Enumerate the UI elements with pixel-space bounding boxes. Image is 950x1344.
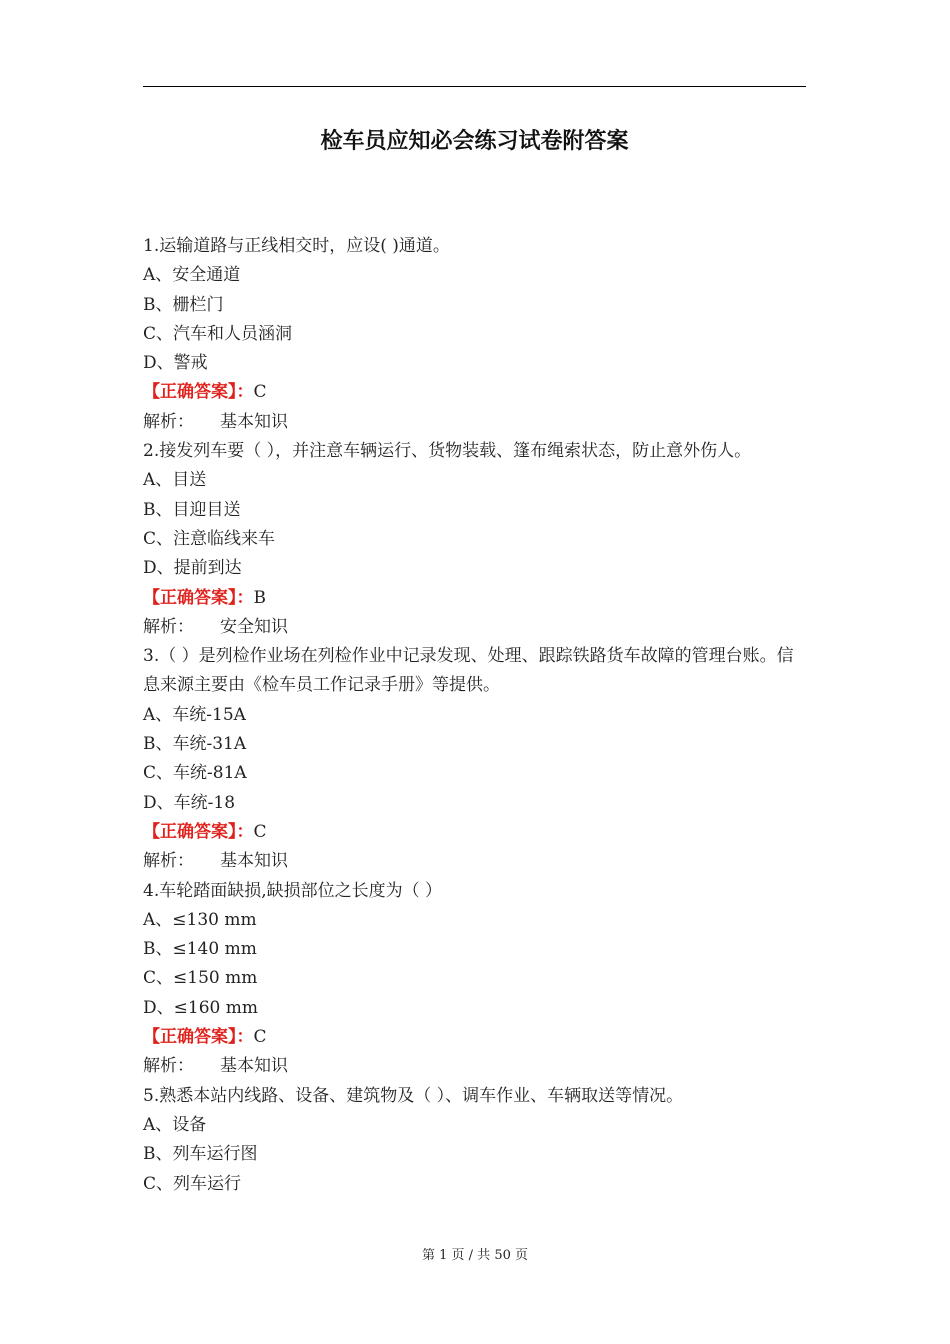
header-rule — [143, 86, 806, 87]
answer-label: 【正确答案】： — [143, 1027, 254, 1048]
analysis-line — [143, 613, 806, 642]
analysis-label: 解析： — [143, 616, 194, 637]
answer-label: 【正确答案】： — [143, 587, 254, 608]
question-stem: 4.车轮踏面缺损,缺损部位之长度为（ ） — [143, 880, 443, 901]
option-a: A、目送 — [143, 470, 207, 491]
answer-line — [143, 1023, 806, 1052]
option-a: A、设备 — [143, 1114, 207, 1135]
analysis-line — [143, 847, 806, 876]
option-d: D、警戒 — [143, 353, 208, 374]
analysis-value: 基本知识 — [220, 851, 288, 872]
option-a: A、安全通道 — [143, 265, 241, 286]
option-b: B、栅栏门 — [143, 294, 224, 315]
question-stem: 1.运输道路与正线相交时，应设( )通道。 — [143, 236, 450, 256]
analysis-label: 解析： — [143, 411, 194, 432]
option-c: C、汽车和人员涵洞 — [143, 323, 293, 344]
question-block — [143, 877, 806, 1082]
question-list — [143, 232, 806, 1199]
analysis-value: 基本知识 — [220, 411, 288, 432]
option-b: B、车统-31A — [143, 734, 247, 755]
question-block — [143, 437, 806, 642]
option-b: B、列车运行图 — [143, 1144, 258, 1165]
answer-line — [143, 818, 806, 847]
page-title: 检车员应知必会练习试卷附答案 — [320, 129, 629, 154]
answer-line — [143, 584, 806, 613]
answer-value: C — [253, 1027, 267, 1048]
option-c: C、≤150 mm — [143, 968, 258, 989]
question-block — [143, 1082, 806, 1199]
analysis-label: 解析： — [143, 1056, 194, 1077]
option-d: D、车统-18 — [143, 792, 236, 813]
question-stem: 3.（ ）是列检作业场在列检作业中记录发现、处理、跟踪铁路货车故障的管理台账。信息来源主要由《检车员工作记录手册》等提供。 — [143, 646, 794, 696]
analysis-value: 安全知识 — [220, 616, 288, 637]
option-d: D、≤160 mm — [143, 997, 258, 1018]
option-c: C、注意临线来车 — [143, 528, 276, 549]
analysis-value: 基本知识 — [220, 1056, 288, 1077]
option-c: C、车统-81A — [143, 763, 247, 784]
answer-value: C — [253, 821, 267, 842]
answer-label: 【正确答案】： — [143, 382, 254, 403]
analysis-line — [143, 1052, 806, 1081]
answer-label: 【正确答案】： — [143, 821, 254, 842]
answer-value: B — [253, 587, 266, 608]
question-stem: 5.熟悉本站内线路、设备、建筑物及（ ）、调车作业、车辆取送等情况。 — [143, 1085, 684, 1106]
option-a: A、≤130 mm — [143, 909, 257, 930]
option-d: D、提前到达 — [143, 558, 242, 579]
question-stem: 2.接发列车要（ ），并注意车辆运行、货物装载、篷布绳索状态，防止意外伤人。 — [143, 441, 752, 462]
analysis-line — [143, 408, 806, 437]
option-b: B、≤140 mm — [143, 939, 257, 960]
analysis-label: 解析： — [143, 851, 194, 872]
option-a: A、车统-15A — [143, 704, 246, 725]
page-footer: 第 1 页 / 共 50 页 — [422, 1248, 528, 1263]
answer-value: C — [253, 382, 267, 403]
answer-line — [143, 378, 806, 407]
option-c: C、列车运行 — [143, 1173, 242, 1194]
question-block — [143, 642, 806, 876]
question-block — [143, 232, 806, 437]
option-b: B、目迎目送 — [143, 499, 241, 520]
